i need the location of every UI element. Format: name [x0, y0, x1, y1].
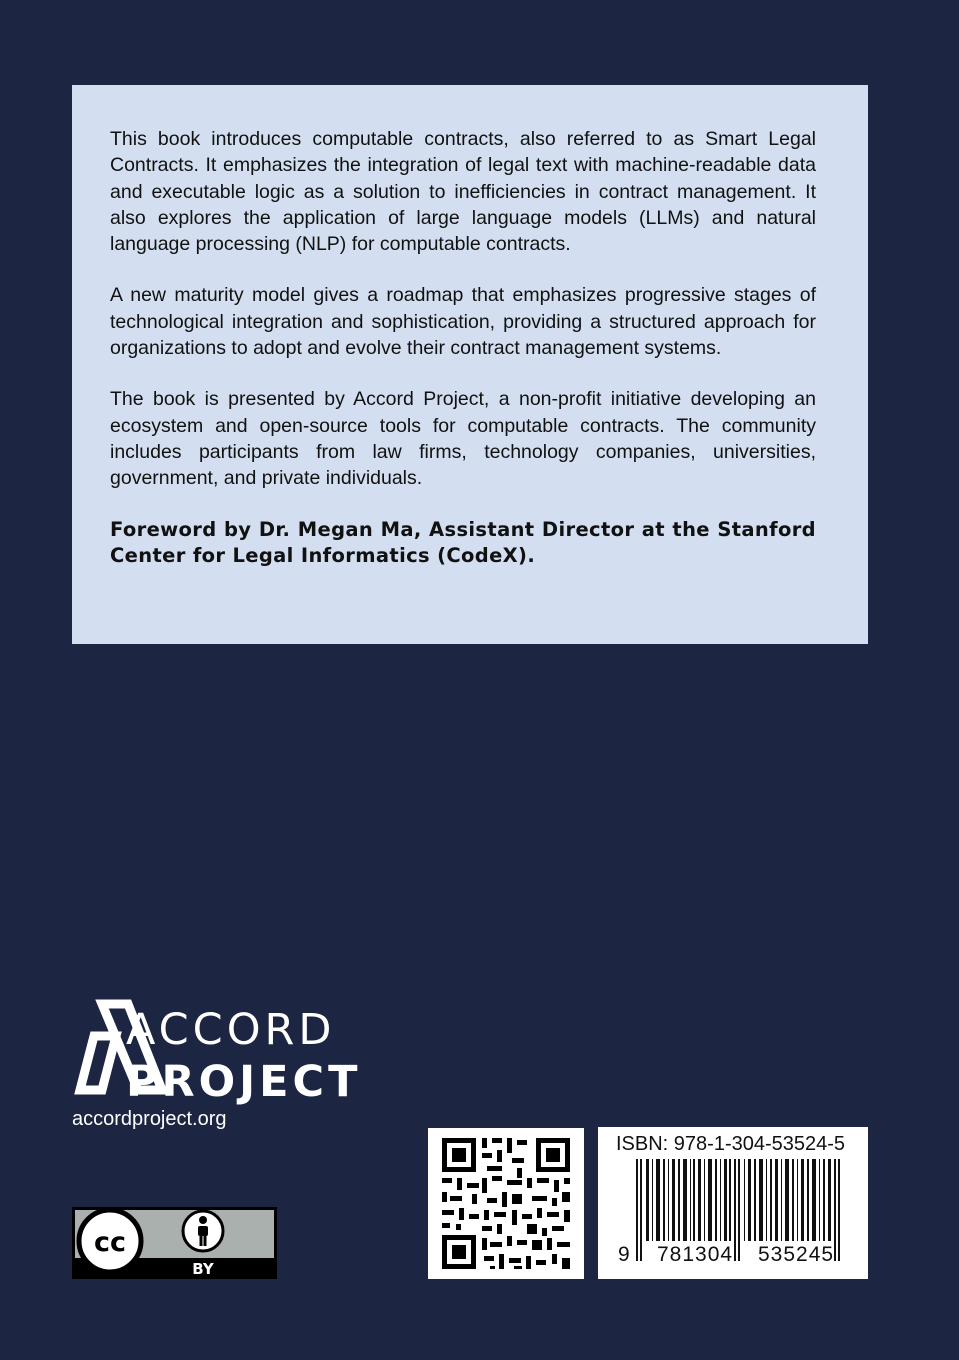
- publisher-website[interactable]: accordproject.org: [72, 1108, 227, 1130]
- qr-code: [428, 1128, 584, 1279]
- blurb-paragraph-2: A new maturity model gives a roadmap that emphasizes progressive stages of technological integration and sophistication, providing a structured approach for organizations to adopt and evolve their contract management systems.: [110, 284, 816, 360]
- by-label: BY: [192, 1260, 214, 1278]
- foreword-credit: Foreword by Dr. Megan Ma, Assistant Director at the Stanford Center for Legal Informatics (CodeX).: [110, 517, 816, 567]
- blurb-paragraph-3: The book is presented by Accord Project, a non-profit initiative developing an ecosystem and open-source tools for computable contracts. The community includes participants from law firms, technology companies, universities, government, and private individuals.: [110, 388, 816, 490]
- barcode-digits-left: 781304: [657, 1243, 734, 1266]
- isbn-barcode: [598, 1127, 868, 1279]
- isbn-label: ISBN: 978-1-304-53524-5: [616, 1133, 846, 1155]
- qr-code-icon: [428, 1128, 584, 1279]
- cc-label: cc: [93, 1227, 127, 1258]
- wordmark-line-2: PROJECT: [126, 1057, 362, 1107]
- barcode-digits-right: 535245: [758, 1243, 835, 1266]
- creative-commons-icon: [79, 1210, 141, 1272]
- barcode-first-digit: 9: [618, 1243, 630, 1266]
- wordmark-line-1: ACCORD: [126, 1005, 336, 1055]
- publisher-wordmark: [126, 1004, 361, 1108]
- back-cover-blurb: [72, 85, 868, 644]
- creative-commons-license-badge: [72, 1207, 277, 1279]
- attribution-person-icon: [183, 1211, 223, 1251]
- blurb-paragraph-1: This book introduces computable contracts, also referred to as Smart Legal Contracts. It emphasizes the integration of legal text with machine-readable data and executable logic as a solution to inefficiencies in contract management. It also explores the application of large language models (LLMs) and natural language processing (NLP) for computable contracts.: [110, 128, 816, 256]
